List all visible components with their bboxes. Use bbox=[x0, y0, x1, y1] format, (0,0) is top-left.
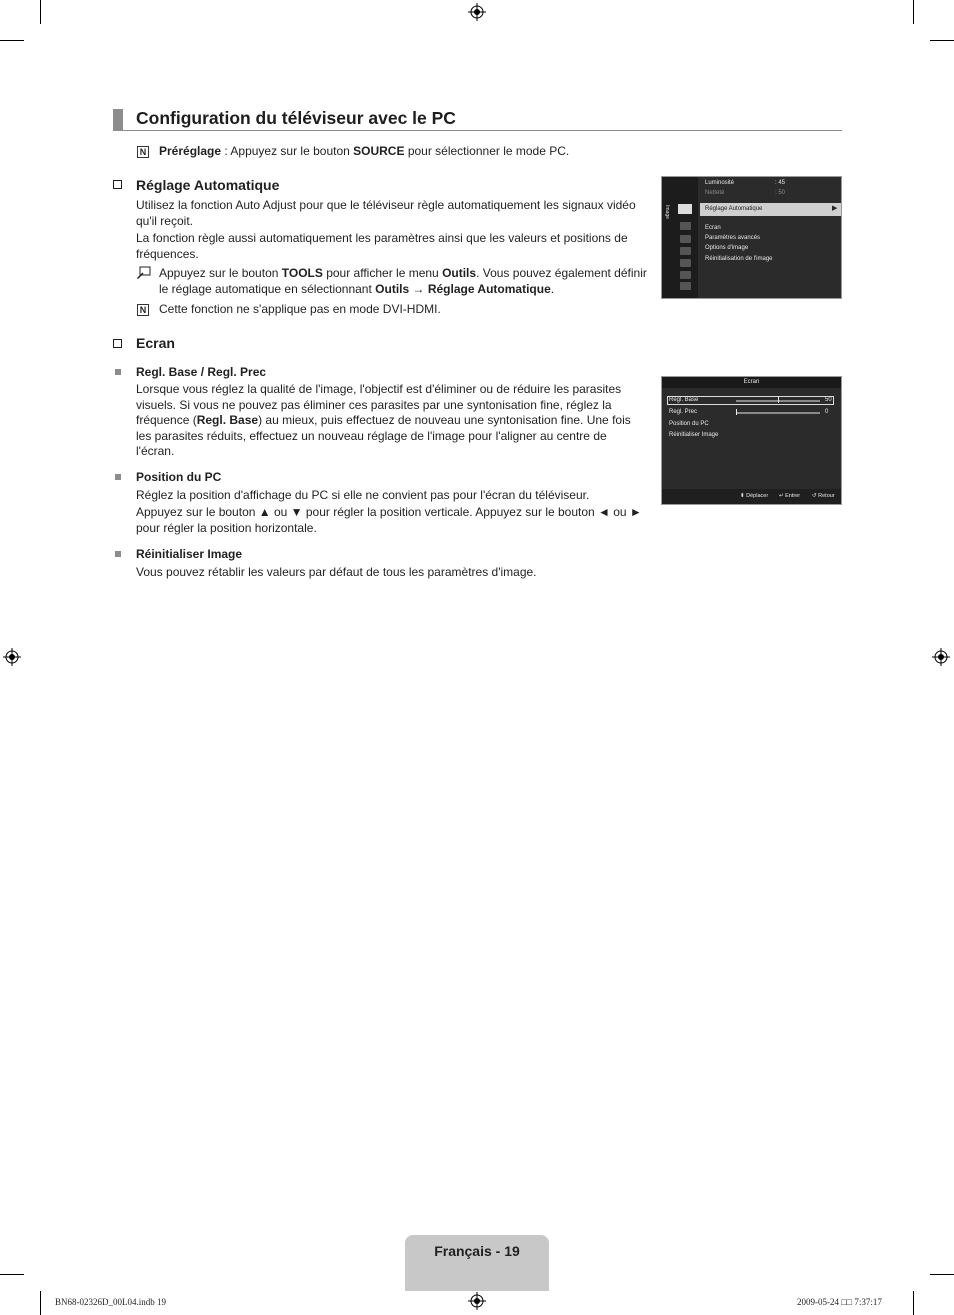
item-title: Position du PC bbox=[136, 470, 222, 484]
channel-tab-icon bbox=[680, 235, 691, 243]
section-checkbox-icon bbox=[113, 180, 122, 189]
section-checkbox-icon bbox=[113, 339, 122, 348]
page-number: Français - 19 bbox=[434, 1243, 520, 1259]
registration-mark-icon bbox=[3, 648, 21, 666]
osd-row-value: : 50 bbox=[775, 190, 786, 196]
auto-paragraph-2: La fonction règle aussi automatiquement les paramètres ainsi que les valeurs et positions de fréquences. bbox=[136, 231, 628, 261]
osd-menu-item[interactable]: Ecran bbox=[705, 225, 721, 231]
osd-menu-item[interactable]: Options d'image bbox=[705, 245, 749, 251]
osd-ecran-title: Ecran bbox=[743, 379, 760, 385]
crop-mark bbox=[913, 1291, 914, 1315]
item-text: Lorsque vous réglez la qualité de l'image, l'objectif est d'éliminer ou de réduire les parasites visuels. Si vous ne pouvez pas éliminer ces parasites par une syntonisation fine, réglez la fréquence (Regl. Base) au mieux, puis effectuez de nouveau une syntonisation fine. Une fois les parasites réduits, effectuez un nouveau réglage de l'image pour l'aligner au centre de l'écran. bbox=[136, 382, 631, 458]
item-text: Vous pouvez rétablir les valeurs par défaut de tous les paramètres d'image. bbox=[136, 565, 537, 579]
title-divider bbox=[113, 130, 842, 131]
crop-mark bbox=[0, 1274, 24, 1275]
item-text: Réglez la position d'affichage du PC si elle ne convient pas pour l'écran du téléviseur. bbox=[136, 488, 590, 502]
osd-menu-item[interactable]: Réinitialisation de l'image bbox=[705, 256, 773, 262]
bullet-icon bbox=[115, 551, 121, 557]
slider-thumb[interactable] bbox=[778, 397, 779, 403]
crop-mark bbox=[930, 1274, 954, 1275]
tools-icon bbox=[137, 266, 151, 279]
osd-ecran-row-value: 0 bbox=[825, 409, 829, 415]
intro-note: Préréglage : Appuyez sur le bouton SOURCE pour sélectionner le mode PC. bbox=[159, 144, 570, 158]
arrow-right-icon: ▶ bbox=[832, 205, 838, 212]
note-icon: N bbox=[137, 146, 149, 158]
input-tab-icon bbox=[680, 259, 691, 267]
section-title-ecran: Ecran bbox=[136, 335, 175, 351]
osd-image-menu bbox=[661, 176, 842, 299]
item-title: Réinitialiser Image bbox=[136, 547, 243, 561]
auto-paragraph-1: Utilisez la fonction Auto Adjust pour que le téléviseur règle automatiquement les signaux vidéo qu'il reçoit. bbox=[136, 198, 636, 228]
osd-ecran-row-value: 50 bbox=[825, 397, 832, 403]
slider-thumb[interactable] bbox=[736, 409, 737, 415]
note-icon: N bbox=[137, 304, 149, 316]
section-title-auto: Réglage Automatique bbox=[136, 177, 280, 193]
osd-footer-move: ⬍ Déplacer bbox=[740, 493, 769, 499]
osd-menu-item[interactable]: Paramètres avancés bbox=[705, 235, 761, 241]
osd-footer-enter: ↵ Entrer bbox=[779, 493, 801, 499]
osd-ecran-row-label: Regl. Base bbox=[669, 397, 699, 403]
osd-side-label: Image bbox=[664, 205, 670, 219]
application-tab-icon bbox=[680, 271, 691, 279]
print-date: 2009-05-24 □□ 7:37:17 bbox=[797, 1297, 882, 1307]
regl-prec-slider[interactable] bbox=[736, 412, 820, 414]
picture-tab-icon bbox=[678, 204, 692, 214]
crop-mark bbox=[40, 0, 41, 24]
bullet-icon bbox=[115, 369, 121, 375]
osd-footer-back: ↺ Retour bbox=[812, 493, 835, 499]
osd-selected-label: Réglage Automatique bbox=[705, 206, 763, 212]
setup-tab-icon bbox=[680, 247, 691, 255]
sound-tab-icon bbox=[680, 222, 691, 230]
registration-mark-icon bbox=[932, 648, 950, 666]
osd-ecran-row-label: Regl. Prec bbox=[669, 409, 698, 415]
osd-row-label: Netteté bbox=[705, 190, 725, 196]
osd-selected-row[interactable] bbox=[700, 203, 841, 216]
crop-mark bbox=[913, 0, 914, 24]
item-title: Regl. Base / Regl. Prec bbox=[136, 365, 267, 379]
osd-row-label: Luminosité bbox=[705, 180, 735, 186]
title-accent-bar bbox=[113, 109, 123, 131]
crop-mark bbox=[40, 1291, 41, 1315]
crop-mark bbox=[0, 40, 24, 41]
osd-menu-item[interactable]: Réinitialiser Image bbox=[669, 432, 719, 438]
osd-menu-item[interactable]: Position du PC bbox=[669, 421, 709, 427]
crop-mark bbox=[930, 40, 954, 41]
page-title: Configuration du téléviseur avec le PC bbox=[136, 108, 456, 128]
osd-ecran-menu bbox=[661, 376, 842, 505]
file-info: BN68-02326D_00L04.indb 19 bbox=[55, 1297, 166, 1307]
bullet-icon bbox=[115, 474, 121, 480]
registration-mark-icon bbox=[468, 1292, 486, 1310]
tools-note: Appuyez sur le bouton TOOLS pour afficher le menu Outils. Vous pouvez également définir le réglage automatique en sélectionnant Outils → Réglage Automatique. bbox=[159, 266, 647, 296]
registration-mark-icon bbox=[468, 3, 486, 21]
item-text: Appuyez sur le bouton ▲ ou ▼ pour régler la position verticale. Appuyez sur le bouton ◄ ou ► pour régler la position horizontale. bbox=[136, 505, 642, 535]
support-tab-icon bbox=[680, 282, 691, 290]
dvi-note: Cette fonction ne s'applique pas en mode DVI-HDMI. bbox=[159, 302, 441, 316]
osd-row-value: : 45 bbox=[775, 180, 786, 186]
